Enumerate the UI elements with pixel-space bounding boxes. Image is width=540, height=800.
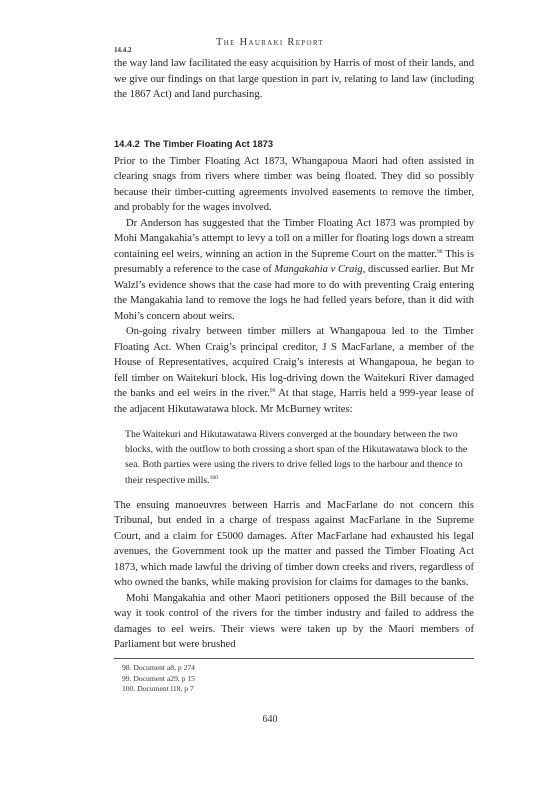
footnote-ref-99: 99 bbox=[269, 388, 276, 394]
paragraph-1: Prior to the Timber Floating Act 1873, Whangapoua Maori had often assisted in clearing snags from rivers where timber was being floated. They did so possibly because their timber-cutting agreements involved easements to remove the timber, and probably for the wages involved. bbox=[114, 155, 474, 213]
footnote-100: 100. Document l18, p 7 bbox=[122, 684, 194, 693]
section-tag: 14.4.2 bbox=[114, 46, 132, 54]
footnote-98: 98. Document a8, p 274 bbox=[122, 663, 195, 672]
block-quote-text: The Waitekuri and Hikutawatawa Rivers converged at the boundary between the two blocks, with the outflow to both crossing a short span of the Hikutawatawa block to the sea. Both parties were using the rivers to drive felled logs to the harbour and thence to their respective mills. bbox=[125, 429, 468, 486]
paragraph-3-text-a: On-going rivalry between timber millers at Whangapoua led to the Timber Floating Act. When Craig’s principal creditor, J S MacFarlane, a member of the House of Representatives, acquired Craig’s interests at Whangapoua, he began to fell timber on Waitekuri block. His log-driving down the Waitekuri River damaged the banks and eel weirs in the river. bbox=[114, 326, 474, 399]
section-heading-title: The Timber Floating Act 1873 bbox=[143, 138, 274, 149]
paragraph-3 bbox=[114, 324, 474, 417]
intro-paragraph: the way land law facilitated the easy acquisition by Harris of most of their lands, and we give our findings on that large question in part iv, relating to land law (including the 1867 Act) and land purchasing. bbox=[114, 58, 474, 100]
block-quote bbox=[125, 427, 474, 488]
paragraph-4: The ensuing manoeuvres between Harris and MacFarlane do not concern this Tribunal, but ended in a charge of trespass against MacFarlane in the Supreme Court, and a claim for £5000 damages. After MacFarlane had exhausted his legal avenues, the Government took up the matter and passed the Timber Floating Act 1873, which made lawful the driving of timber down creeks and rivers, regardless of who owned the banks, while making provision for claims for damages to the banks. bbox=[114, 499, 474, 589]
case-name: Mangakahia v Craig bbox=[274, 264, 363, 275]
paragraph-2 bbox=[114, 216, 474, 325]
section-heading bbox=[114, 137, 474, 151]
paragraph-2-text-a: Dr Anderson has suggested that the Timber Floating Act 1873 was prompted by Mohi Mangakahia’s attempt to levy a toll on a miller for floating logs down a stream containing eel weirs, winning an action in the Supreme Court on the matter. bbox=[114, 217, 474, 260]
paragraph-2-text-b: This is presumably a reference to the case of bbox=[114, 248, 474, 275]
footnote-99: 99. Document a29, p 15 bbox=[122, 673, 195, 683]
paragraph-5: Mohi Mangakahia and other Maori petitioners opposed the Bill because of the way it took control of the rivers for the timber industry and failed to address the damages to eel weirs. Their views were taken up by the Maori members of Parliament but were brushed bbox=[114, 592, 474, 651]
footnote-ref-100: 100 bbox=[209, 474, 218, 481]
paragraph-3-text-b: At that stage, Harris held a 999-year lease of the adjacent Hikutawatawa block. Mr McBurney writes: bbox=[114, 388, 474, 415]
section-heading-number: 14.4.2 bbox=[114, 138, 140, 149]
footnotes bbox=[114, 658, 474, 695]
footnote-ref-98: 98 bbox=[437, 248, 443, 255]
page-number: 640 bbox=[262, 714, 278, 725]
body-text bbox=[114, 56, 474, 653]
paragraph-2-text-c: , discussed earlier. But Mr Walzl’s evidence shows that the case had more to do with preventing Craig entering the Mangakahia land to remove the logs he had felled years before, than it did with Mohi’s concern about weirs. bbox=[114, 264, 474, 322]
running-head: The Hauraki Report bbox=[216, 37, 324, 48]
